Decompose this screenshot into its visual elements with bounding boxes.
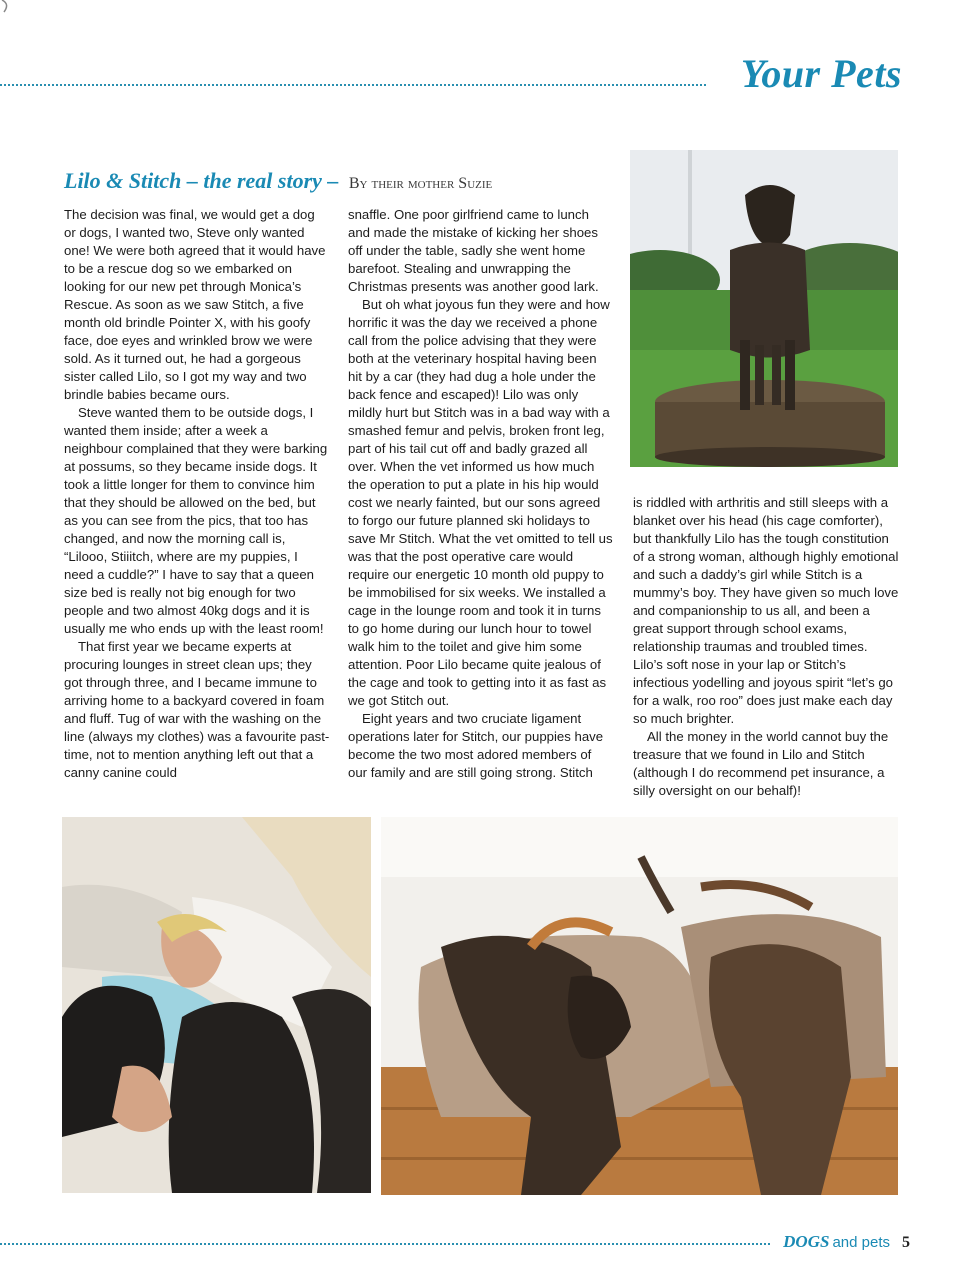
paragraph: But oh what joyous fun they were and how horrific it was the day we received a phone call from the police advising that they were both at the veterinary hospital having been hit by a car (they had dug a hole under the back fence and escaped)! Lilo was only mildly hurt but Stitch was in a bad way with a smashed femur and pelvis, broken front leg, part of his tail cut off and badly grazed all over. When the vet informed us how much the operation to put a plate in his hip would cost we nearly fainted, but our sons agreed to forgo our future planned ski holidays to save Mr Stitch. What the vet omitted to tell us was that the post operative care would require our energetic 10 month old puppy to be immobilised for six weeks. We installed a cage in the lounge room and took it in turns to go home during our lunch hour to towel walk him to the toilet and give him some attention. Poor Lilo became quite jealous of the cage and took to getting into it as fast as we got Stitch out.	[348, 297, 613, 708]
paragraph: That first year we became experts at procuring lounges in street clean ups; they got through three, and I became immune to arriving home to a backyard covered in foam and fluff. Tug of war with the washing on the line (always my clothes) was a favourite past-time, not to mention anything left out that a canny canine could	[64, 639, 330, 780]
paragraph: All the money in the world cannot buy the treasure that we found in Lilo and Stitch (although I do recommend pet insurance, a silly oversight on our behalf)!	[633, 729, 889, 798]
article-byline: By their mother Suzie	[348, 175, 493, 192]
photo-dog-on-stump	[630, 150, 898, 467]
magazine-name: DOGS	[783, 1232, 830, 1251]
footer-rule	[0, 1243, 770, 1245]
paragraph: is riddled with arthritis and still sleeps with a blanket over his head (his cage comforter), but thankfully Lilo has the tough constitution of a strong woman, although highly emotional and such a daddy’s girl while Stitch is a mummy’s boy. They have given so much love and companionship to us all, and been a great support through school exams, relationship traumas and troubled times. Lilo’s soft nose in your lap or Stitch’s infectious yodelling and joyous spirit “let’s go for a walk, roo roo” does just make each day so much brighter.	[633, 495, 899, 726]
paragraph: snaffle. One poor girlfriend came to lunch and made the mistake of kicking her shoes off under the table, sadly she went home barefoot. Stealing and unwrapping the Christmas presents was another good lark.	[348, 207, 599, 294]
paragraph: The decision was final, we would get a dog or dogs, I wanted two, Steve only wanted one! We were both agreed that it would have to be a rescue dog so we embarked on looking for our new pet through Monica’s Rescue. As soon as we saw Stitch, a five month old brindle Pointer X, with his goofy face, doe eyes and wrinkled brow we were sold. As it turned out, he had a gorgeous sister called Lilo, so I got my way and two brindle babies became ours.	[64, 207, 326, 402]
paragraph: Steve wanted them to be outside dogs, I wanted them inside; after a week a neighbour complained that they were barking at possums, so they became inside dogs. It took a little longer for them to convince him that they should be allowed on the bed, but as you can see from the pics, that too has changed, and now the morning call is, “Lilooo, Stiiitch, where are my puppies, I need a cuddle?” I have to say that a queen size bed is really not big enough for two people and two almost 40kg dogs and it is usually me who ends up with the least room!	[64, 405, 328, 636]
text-column-1	[64, 206, 330, 782]
page-footer	[783, 1232, 910, 1252]
photo-sleeping-with-dogs	[62, 817, 371, 1193]
article-headline	[64, 168, 492, 194]
header-rule	[0, 84, 706, 86]
page-number: 5	[902, 1234, 910, 1251]
section-title: Your Pets	[740, 51, 902, 96]
paragraph: Eight years and two cruciate ligament operations later for Stitch, our puppies have become the two most adored members of our family and are still going strong. Stitch	[348, 711, 604, 780]
corner-mark-icon	[0, 0, 14, 14]
magazine-name-suffix: and pets	[832, 1234, 890, 1251]
text-column-2	[348, 206, 614, 782]
article-title: Lilo & Stitch – the real story –	[64, 168, 339, 193]
photo-dogs-with-antlers	[381, 817, 898, 1195]
text-column-3	[633, 494, 901, 800]
